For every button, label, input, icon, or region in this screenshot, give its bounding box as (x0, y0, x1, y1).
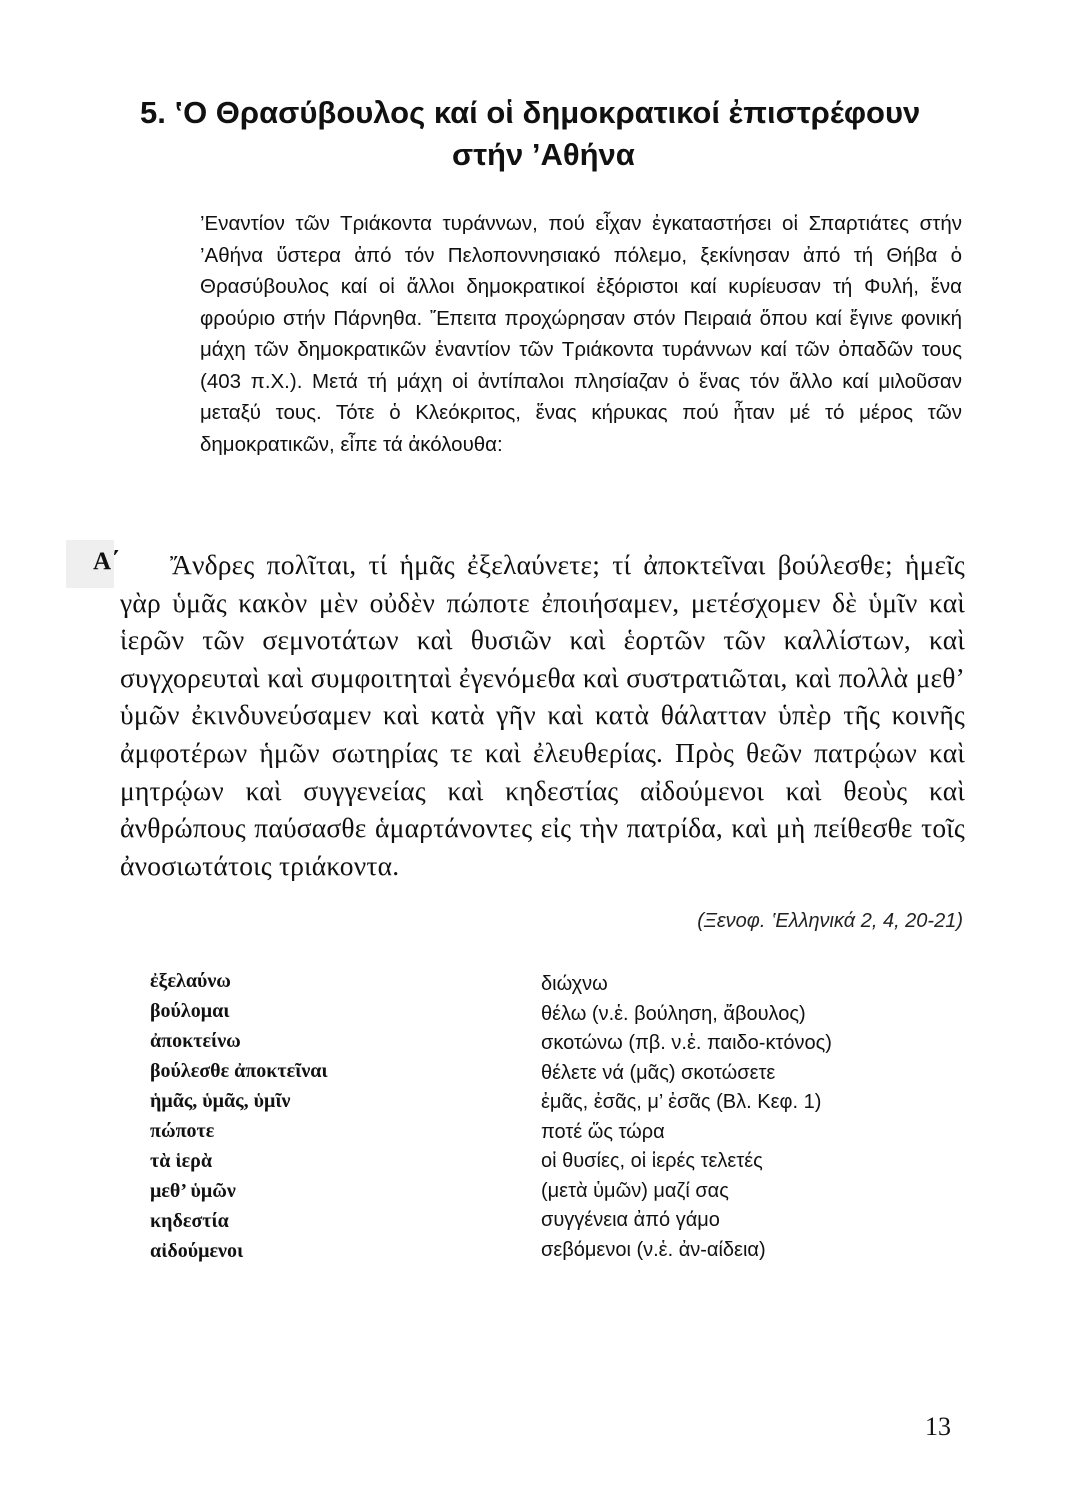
vocabulary-term: ἀποκτείνω (150, 1030, 241, 1052)
vocabulary-meaning: (μετὰ ὑμῶν) μαζί σας (541, 1179, 729, 1202)
section-marker (66, 540, 120, 588)
vocabulary-term: μεθ’ ὑμῶν (150, 1180, 236, 1202)
vocabulary-meaning: διώχνω (541, 973, 608, 995)
intro-paragraph: ’Εναντίον τῶν Τριάκοντα τυράννων, πού εἶχαν ἐγκαταστήσει οἱ Σπαρτιάτες στήν ’Αθήνα ὕστερα ἀπό τόν Πελοποννησιακό πόλεμο, ξεκίνησαν ἀπό τή Θήβα ὁ Θρασύβουλος καί οἱ ἄλλοι δημοκρατικοί ἐξόριστοι καί κυρίευσαν τή Φυλή, ἕνα φρούριο στήν Πάρνηθα. Ἔπειτα προχώρησαν στόν Πειραιά ὅπου καί ἔγινε φονική μάχη τῶν δημοκρατικῶν ἐναντίον τῶν Τριάκοντα τυράννων καί τῶν ὀπαδῶν τους (403 π.Χ.). Μετά τή μάχη οἱ ἀντίπαλοι πλησίαζαν ὁ ἕνας τόν ἄλλο καί μιλοῦσαν μεταξύ τους. Τότε ὁ Κλεόκριτος, ἕνας κήρυκας πού ἦταν μέ τό μέρος τῶν δημοκρατικῶν, εἶπε τά ἀκόλουθα: (200, 212, 962, 456)
vocabulary-term: πώποτε (150, 1120, 215, 1142)
vocabulary-term: βούλομαι (150, 1000, 230, 1022)
source-citation: (Ξενοφ. ‛Ελληνικά 2, 4, 20-21) (697, 910, 963, 932)
vocabulary-term: κηδεστία (150, 1210, 229, 1232)
vocabulary-meaning: ἐμᾶς, ἐσᾶς, μ’ ἐσᾶς (Βλ. Κεφ. 1) (541, 1091, 822, 1113)
vocabulary-meaning: συγγένεια ἀπό γάμο (541, 1209, 720, 1231)
vocabulary-term: βούλεσθε ἀποκτεῖναι (150, 1060, 328, 1082)
chapter-title-line-1: 5. ‛Ο Θρασύβουλος καί οἱ δημοκρατικοί ἐπιστρέφουν (140, 95, 921, 130)
section-marker-label: Α΄ (93, 548, 120, 575)
vocabulary-term: ἐξελαύνω (150, 970, 231, 992)
vocabulary-meaning: ποτέ ὥς τώρα (541, 1120, 665, 1143)
vocabulary-term: τὰ ἱερὰ (150, 1150, 212, 1172)
vocabulary-meaning: θέλετε νά (μᾶς) σκοτώσετε (541, 1061, 776, 1084)
ancient-greek-passage: Ἄνδρες πολῖται, τί ἡμᾶς ἐξελαύνετε; τί ἀποκτεῖναι βούλεσθε; ἡμεῖς γὰρ ὑμᾶς κακὸν μὲν οὐδὲν πώποτε ἐποιήσαμεν, μετέσχομεν δὲ ὑμῖν καὶ ἱερῶν τῶν σεμνοτάτων καὶ θυσιῶν καὶ ἑορτῶν τῶν καλλίστων, καὶ συγχορευταὶ καὶ συμφοιτηταὶ ἐγενόμεθα καὶ συστρατιῶται, καὶ πολλὰ μεθ’ ὑμῶν ἐκινδυνεύσαμεν καὶ κατὰ γῆν καὶ κατὰ θάλατταν ὑπὲρ τῆς κοινῆς ἀμφοτέρων ἡμῶν σωτηρίας τε καὶ ἐλευθερίας. Πρὸς θεῶν πατρῴων καὶ μητρῴων καὶ συγγενείας καὶ κηδεστίας αἰδούμενοι καὶ θεοὺς καὶ ἀνθρώπους παύσασθε ἁμαρτάνοντες εἰς τὴν πατρίδα, καὶ μὴ πείθεσθε τοῖς ἀνοσιωτάτοις τριάκοντα. (120, 549, 965, 881)
vocabulary-term: ἡμᾶς, ὑμᾶς, ὑμῖν (150, 1090, 291, 1112)
vocabulary-meaning: οἱ θυσίες, οἱ ἱερές τελετές (541, 1150, 763, 1172)
vocabulary-meaning: σεβόμενοι (ν.ἑ. ἀν-αίδεια) (541, 1238, 766, 1261)
vocabulary-terms (150, 966, 450, 1266)
vocabulary-meaning: σκοτώνω (πβ. ν.ἑ. παιδο-κτόνος) (541, 1032, 832, 1054)
page-number: 13 (925, 1412, 951, 1441)
vocabulary-meanings (541, 970, 961, 1265)
chapter-title (140, 92, 960, 176)
vocabulary-meaning: θέλω (ν.ἑ. βούληση, ἄβουλος) (541, 1002, 806, 1025)
vocabulary-term: αἰδούμενοι (150, 1240, 244, 1262)
chapter-title-line-2: στήν ’Αθήνα (452, 137, 635, 172)
